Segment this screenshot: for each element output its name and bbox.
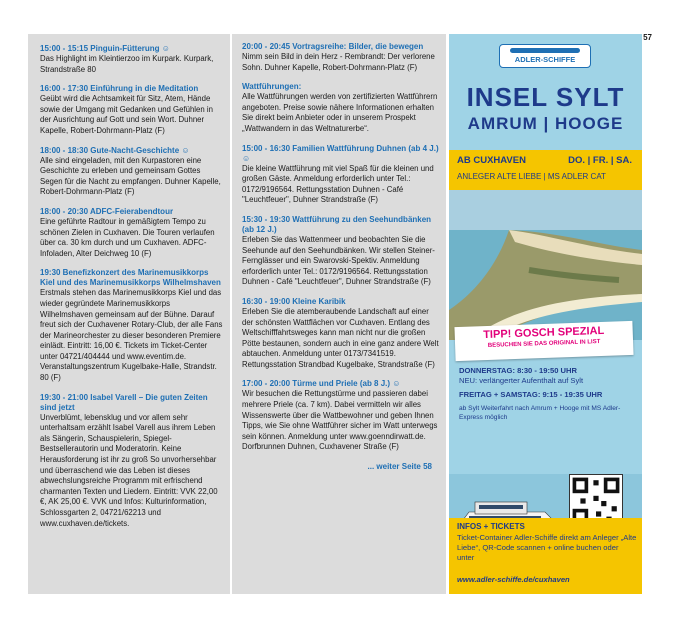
event-entry <box>40 146 224 198</box>
info-tickets-box <box>449 518 642 594</box>
departure-days: DO. | FR. | SA. <box>568 155 632 166</box>
friday-saturday-times: FREITAG + SAMSTAG: 9:15 - 19:35 UHR <box>459 390 603 399</box>
event-title: 15:30 - 19:30 Wattführung zu den Seehundbänken (ab 12 J.) <box>242 214 432 234</box>
event-title: 19:30 Benefizkonzert des Marinemusikkorps Kiel und des Marinemusikkorps Wilhelmshaven <box>40 268 221 288</box>
event-title: 15:00 - 15:15 Pinguin-Fütterung ☺ <box>40 44 170 53</box>
event-description: Erstmals stehen das Marinemusikkorps Kiel und das wieder gegründete Marinemusikkorps Wilhelmshaven gemeinsam auf der Bühne. Darauf freut sich der Cuxhavener Rotary-Club, der alle Fans der Marineorchester zu dieser besonderen Premiere einlädt. Eintritt: 16,00 €. Tickets im Ticket-Center unter 04721/404444 und www.eventim.de. Veranstaltungszentrum Kugelbake-Halle, Strandstr. 80 (F) <box>40 288 223 383</box>
event-title: 18:00 - 18:30 Gute-Nacht-Geschichte ☺ <box>40 145 190 155</box>
departure-from: AB CUXHAVEN <box>457 155 526 166</box>
event-entry <box>242 42 440 73</box>
ad-title: INSEL SYLT <box>466 82 625 112</box>
booking-url[interactable]: www.adler-schiffe.de/cuxhaven <box>457 575 570 584</box>
event-description: Erleben Sie die atemberaubende Landschaft auf einer der schönsten Wattflächen vor Cuxhaven. Entlang des Weltschifffahrtsweges kann man nicht nur die großen Pötte bestaunen, sondern auch in eine ganz andere Welt abtauchen. Anmeldung unter 0173/7341519. Rettungsstation Strandbad Kugelbake, Strandstraße (F) <box>242 306 439 369</box>
ad-subtitle: AMRUM | HOOGE <box>467 114 624 133</box>
event-description: Alle Wattführungen werden von zertifizierten Wattführern angeboten. Preise sowie nähere Informationen erhalten Sie direkt beim Anbieter oder in unserem Prospekt „Wattwandern in das Weltnaturerbe“. <box>242 92 438 133</box>
logo-wave-icon <box>510 48 580 53</box>
event-entry <box>242 215 440 288</box>
event-entry <box>242 144 440 206</box>
event-title: 20:00 - 20:45 Vortragsreihe: Bilder, die bewegen <box>242 42 424 51</box>
departure-band <box>449 150 642 190</box>
connection-note: ab Sylt Weiterfahrt nach Amrum + Hooge mit MS Adler-Express möglich <box>459 405 621 421</box>
events-column-right <box>232 34 446 594</box>
event-description: Das Highlight im Kleintierzoo im Kurpark. Kurpark, Strandstraße 80 <box>40 54 214 74</box>
event-entry <box>40 268 224 383</box>
island-aerial-photo <box>449 190 642 340</box>
event-title: 16:00 - 17:30 Einführung in die Meditation <box>40 84 199 94</box>
logo-text: ADLER-SCHIFFE <box>514 55 576 64</box>
event-description: Die kleine Wattführung mit viel Spaß für die kleinen und großen Gäste. Anmeldung erforderlich unter Tel.: 0172/9196564. Rettungsstation Duhnen - Café "Leuchtfeuer", Duhner Strandstraße (F) <box>242 163 434 205</box>
adler-schiffe-advertisement <box>449 34 642 594</box>
event-description: Unverblümt, lebensklug und vor allem sehr unterhaltsam erzählt Isabel Varell aus ihrem Leben als Sängerin, Schauspielerin, Spiegel-Bestsellerautorin und Moderatorin. Keine Herausforderung ist ihr zu groß So unvorhersehbar und überraschend wie das Leben ist dieses abwechslungsreiche Programm mit erfrischend charmanten Texten und Liedern. Eintritt: VVK 22,00 €, AK 25,00 €. VVK und Infos: Kulturinformation, Schlossgarten 2, 04721/62213 und www.cuxhaven.de/tickets. <box>40 412 218 528</box>
event-entry <box>242 82 440 134</box>
event-description: Erleben Sie das Wattenmeer und beobachten Sie die Seehunde auf den Seehundbänken. Wir stellen Steiner-Fernglässer und ein Swarovski-Spektiv. Anmeldung erforderlich unter Tel.: 0172/9196564. Rettungsstation Duhnen - Café "Leuchtfeuer", Duhner Strandstraße (F) <box>242 234 435 287</box>
event-description: Eine geführte Radtour in gemäßigtem Tempo zu schönen Zielen in Cuxhaven. Die Touren verlaufen über ca. 30 km durch und um Cuxhaven. ADFC-Infoladen, Alter Deichweg 10 (F) <box>40 216 215 258</box>
adler-schiffe-logo <box>499 44 591 68</box>
event-entry <box>40 84 224 136</box>
continued-next-page: ... weiter Seite 58 <box>367 462 432 472</box>
event-entry <box>242 297 440 371</box>
event-entry <box>40 207 224 259</box>
event-title: 16:30 - 19:00 Kleine Karibik <box>242 296 346 306</box>
event-description: Wir besuchen die Rettungstürme und passieren dabei mehrere Priele (ca. 7 km). Dabei vermitteln wir alles Wissenswerte über die Wattbewohner und geben Ihnen Tipps, wie Sie ohne Wattführer sicher im Watt unterwegs sein können. Anmeldung unter www.goenndirwatt.de. Dorfbrunnen Duhnen, Cuxhavener Straße (F) <box>242 389 438 452</box>
events-column-left <box>28 34 230 594</box>
event-entry <box>242 379 440 453</box>
info-title: INFOS + TICKETS <box>457 522 525 531</box>
tipp-title: TIPP! GOSCH SPEZIAL <box>483 324 605 342</box>
event-description: Geübt wird die Achtsamkeit für Sitz, Atem, Hände sowie der Umgang mit Gedanken und Gefühlen in der Ausrichtung auf Gott und sein Wort. Duhner Kapelle, Robert-Dohrmann-Platz (F) <box>40 94 213 135</box>
thursday-times: DONNERSTAG: 8:30 - 19:50 UHR <box>459 366 578 375</box>
event-title: 17:00 - 20:00 Türme und Priele (ab 8 J.) ☺ <box>242 379 401 389</box>
tipp-gosch-banner <box>454 321 633 361</box>
event-entry <box>40 44 224 75</box>
event-title: Wattführungen: <box>242 82 302 92</box>
event-title: 19:30 - 21:00 Isabel Varell – Die guten Zeiten sind jetzt <box>40 392 208 412</box>
event-description: Alle sind eingeladen, mit den Kurpastoren eine Geschichte zu erleben und gemeinsam Gottes Segen für die Nacht zu empfangen. Duhner Kapelle, Robert-Dohrmann-Platz (F) <box>40 155 221 197</box>
event-title: 18:00 - 20:30 ADFC-Feierabendtour <box>40 206 174 216</box>
event-entry <box>40 393 224 530</box>
thursday-note: NEU: verlängerter Aufenthalt auf Sylt <box>459 376 584 385</box>
departure-pier: ANLEGER ALTE LIEBE | MS ADLER CAT <box>457 172 606 181</box>
tipp-subtitle: BESUCHEN SIE DAS ORIGINAL IN LIST <box>487 339 601 349</box>
page-number: 57 <box>643 33 652 42</box>
info-text: Ticket-Container Adler-Schiffe direkt am Anleger „Alte Liebe“, QR-Code scannen + online buchen oder unter <box>457 533 637 562</box>
event-title: 15:00 - 16:30 Familien Wattführung Duhnen (ab 4 J.) ☺ <box>242 143 439 163</box>
event-description: Nimm sein Bild in dein Herz - Rembrandt: Der verlorene Sohn. Duhner Kapelle, Robert-Dohrmann-Platz (F) <box>242 52 435 72</box>
